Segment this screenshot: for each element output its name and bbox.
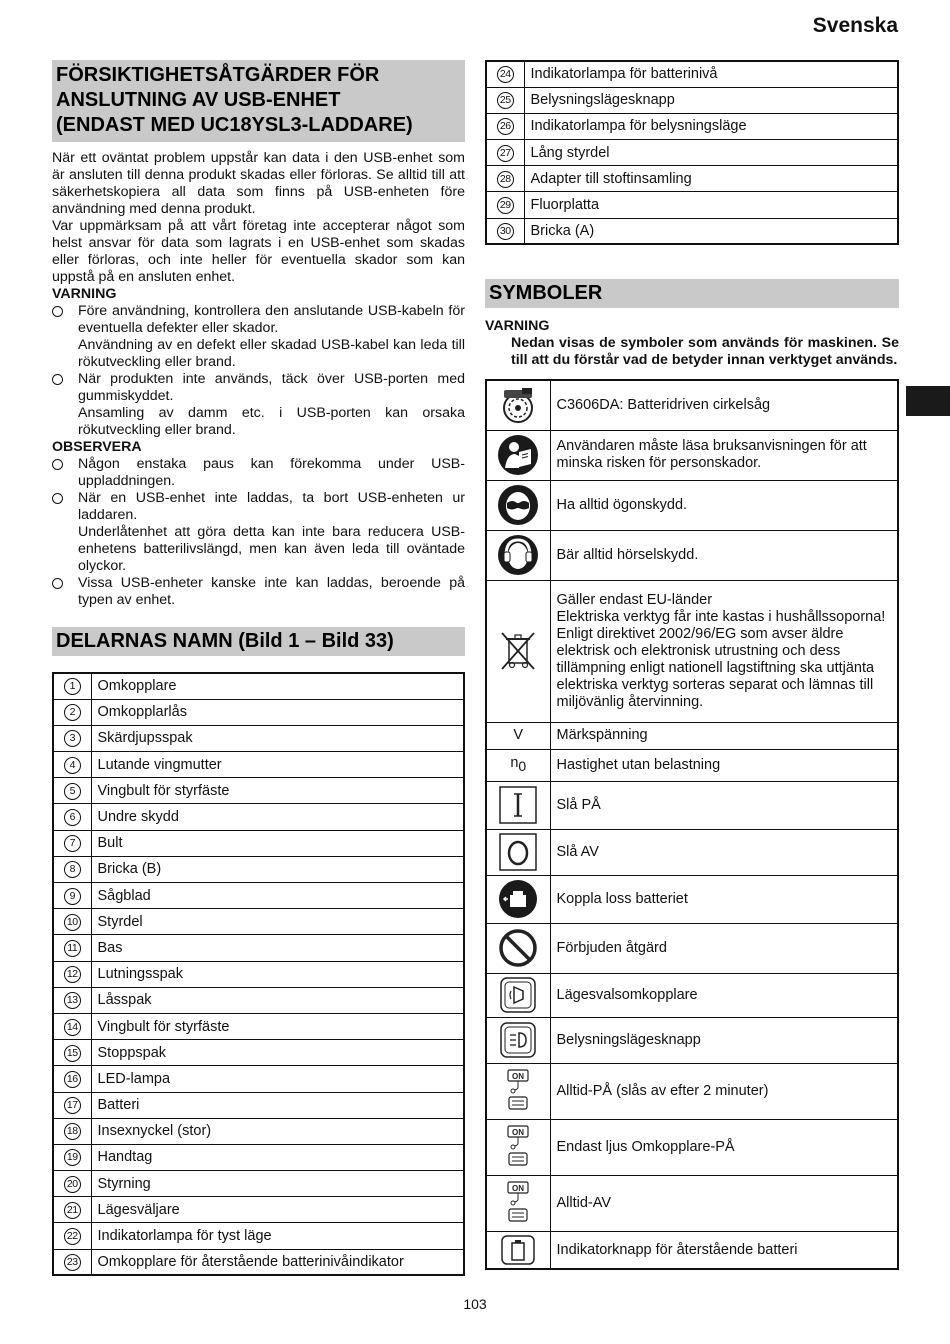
part-number: 24 bbox=[497, 66, 514, 83]
part-name: Bult bbox=[91, 830, 464, 856]
symbol-text: Koppla loss batteriet bbox=[550, 875, 898, 923]
note-item-cont: Underlåtenhet att göra detta kan inte bara reducera USB-enhetens batterilivslängd, men kan även leda till oväntade olyckor. bbox=[78, 524, 465, 574]
parts-row bbox=[53, 752, 464, 778]
parts-row bbox=[53, 1171, 464, 1197]
note-item: När en USB-enhet inte laddas, ta bort USB-enheten ur laddaren. bbox=[52, 490, 465, 524]
part-number: 17 bbox=[64, 1097, 81, 1114]
parts-row bbox=[53, 1249, 464, 1275]
read-manual-icon bbox=[497, 434, 539, 476]
parts-row bbox=[486, 140, 898, 166]
part-name: Indikatorlampa för batterinivå bbox=[524, 61, 898, 87]
part-name: Lägesväljare bbox=[91, 1197, 464, 1223]
symbol-row bbox=[486, 973, 898, 1017]
mode-switch-icon bbox=[500, 977, 536, 1013]
part-name: Styrdel bbox=[91, 909, 464, 935]
symbol-text: Hastighet utan belastning bbox=[550, 749, 898, 781]
part-name: Insexnyckel (stor) bbox=[91, 1118, 464, 1144]
part-name: Undre skydd bbox=[91, 804, 464, 830]
parts-row bbox=[53, 1013, 464, 1039]
usb-intro: När ett oväntat problem uppstår kan data i den USB-enhet som är ansluten till denna produkt skadas eller förloras. Se alltid till att säkerhetskopiera all data som finns på USB-enheten före användning med denna produkt. bbox=[52, 150, 465, 217]
symbol-row bbox=[486, 749, 898, 781]
symbol-row bbox=[486, 1017, 898, 1063]
right-column bbox=[485, 60, 899, 1270]
symbol-row bbox=[486, 1175, 898, 1231]
parts-row bbox=[486, 192, 898, 218]
part-number: 19 bbox=[64, 1149, 81, 1166]
part-number: 16 bbox=[64, 1071, 81, 1088]
light-mode-button-icon bbox=[500, 1022, 536, 1058]
symbols-table bbox=[485, 379, 899, 1270]
prohibited-icon bbox=[498, 928, 538, 968]
bullet-circle-icon bbox=[52, 374, 63, 385]
symbol-row bbox=[486, 480, 898, 530]
page-number: 103 bbox=[463, 1296, 487, 1312]
part-name: Bricka (B) bbox=[91, 856, 464, 882]
symbol-text: Indikatorknapp för återstående batteri bbox=[550, 1231, 898, 1269]
parts-row bbox=[53, 830, 464, 856]
part-name: Lutande vingmutter bbox=[91, 752, 464, 778]
symbol-text: Förbjuden åtgärd bbox=[550, 923, 898, 973]
symbol-text: Gäller endast EU-länder Elektriska verktyg får inte kastas i hushållssoporna! Enligt direktivet 2002/96/EG som avser äldre elektrisk och elektronisk utrustning och dess tillämpning enligt nationell lagstiftning ska uttjänta elektriska verktyg sorteras separat och lämnas till miljövänlig återvinning. bbox=[550, 580, 898, 722]
warning-label: VARNING bbox=[52, 286, 117, 302]
parts-row bbox=[486, 61, 898, 87]
symbol-text: Alltid-AV bbox=[550, 1175, 898, 1231]
symbol-row bbox=[486, 923, 898, 973]
part-name: Handtag bbox=[91, 1144, 464, 1170]
on-label: ON bbox=[512, 1128, 525, 1138]
part-number: 15 bbox=[64, 1045, 81, 1062]
part-number: 4 bbox=[64, 757, 81, 774]
parts-row bbox=[53, 987, 464, 1013]
usb-intro-2: Var uppmärksam på att vårt företag inte accepterar något som helst ansvar för data som lagrats i en USB-enhet som skadas eller förloras, och inte heller för eventuella skador som kan uppstå på en ansluten enhet. bbox=[52, 218, 465, 285]
symbols-warning-text: Nedan visas de symboler som används för maskinen. Se till att du förstår vad de betyder innan verktyget används. bbox=[511, 335, 899, 369]
part-number: 30 bbox=[497, 223, 514, 240]
parts-row bbox=[53, 1040, 464, 1066]
parts-row bbox=[53, 673, 464, 699]
symbols-warning bbox=[485, 318, 899, 369]
part-name: Sågblad bbox=[91, 883, 464, 909]
part-name: Batteri bbox=[91, 1092, 464, 1118]
part-name: Skärdjupsspak bbox=[91, 725, 464, 751]
battery-indicator-icon bbox=[501, 1235, 535, 1265]
part-number: 14 bbox=[64, 1019, 81, 1036]
part-number: 1 bbox=[64, 678, 81, 695]
left-column bbox=[52, 60, 465, 1276]
part-number: 28 bbox=[497, 171, 514, 188]
symbols-warning-label: VARNING bbox=[485, 318, 550, 335]
usb-section-title bbox=[52, 60, 465, 142]
part-name: Adapter till stoftinsamling bbox=[524, 166, 898, 192]
parts-row bbox=[486, 218, 898, 244]
parts-row bbox=[53, 1092, 464, 1118]
usb-title-line: FÖRSIKTIGHETSÅTGÄRDER FÖR bbox=[56, 64, 380, 86]
parts-row bbox=[53, 1197, 464, 1223]
usb-section-body bbox=[52, 150, 465, 609]
symbol-text: Slå PÅ bbox=[550, 781, 898, 829]
symbol-text: Belysningslägesknapp bbox=[550, 1017, 898, 1063]
parts-row bbox=[53, 804, 464, 830]
part-name: Bas bbox=[91, 935, 464, 961]
symbol-text: Lägesvalsomkopplare bbox=[550, 973, 898, 1017]
ear-protection-icon bbox=[497, 534, 539, 576]
part-number: 11 bbox=[64, 940, 81, 957]
symbol-text: Alltid-PÅ (slås av efter 2 minuter) bbox=[550, 1063, 898, 1119]
part-name: Bricka (A) bbox=[524, 218, 898, 244]
part-number: 5 bbox=[64, 783, 81, 800]
switch-on-icon bbox=[499, 786, 537, 824]
parts-row bbox=[53, 856, 464, 882]
symbol-row bbox=[486, 1231, 898, 1269]
warning-item: Före användning, kontrollera den anslutande USB-kabeln för eventuella defekter eller skador. bbox=[52, 303, 465, 337]
switch-off-icon bbox=[499, 833, 537, 871]
part-number: 8 bbox=[64, 861, 81, 878]
on-label: ON bbox=[512, 1184, 525, 1194]
circular-saw-icon bbox=[498, 386, 538, 426]
symbols-section-title: SYMBOLER bbox=[485, 279, 899, 308]
part-number: 13 bbox=[64, 992, 81, 1009]
part-number: 3 bbox=[64, 730, 81, 747]
usb-title-line: ANSLUTNING AV USB-ENHET bbox=[56, 89, 341, 111]
parts-row bbox=[53, 778, 464, 804]
part-name: Belysningslägesknapp bbox=[524, 87, 898, 113]
symbol-row bbox=[486, 829, 898, 875]
part-name: Lutningsspak bbox=[91, 961, 464, 987]
part-name: Styrning bbox=[91, 1171, 464, 1197]
on-label: ON bbox=[512, 1072, 525, 1082]
voltage-symbol: V bbox=[486, 722, 550, 749]
symbol-text: Ha alltid ögonskydd. bbox=[550, 480, 898, 530]
symbol-text: Bär alltid hörselskydd. bbox=[550, 530, 898, 580]
light-only-switch-on-icon bbox=[503, 1125, 533, 1169]
warning-item-cont: Användning av en defekt eller skadad USB-kabel kan leda till rökutveckling eller brand. bbox=[78, 337, 465, 370]
part-name: Låsspak bbox=[91, 987, 464, 1013]
warning-item-cont: Ansamling av damm etc. i USB-porten kan orsaka rökutveckling eller brand. bbox=[78, 405, 465, 438]
part-number: 27 bbox=[497, 145, 514, 162]
parts-row bbox=[53, 1118, 464, 1144]
part-number: 21 bbox=[64, 1202, 81, 1219]
parts-row bbox=[53, 1144, 464, 1170]
symbol-text: Slå AV bbox=[550, 829, 898, 875]
part-name: Vingbult för styrfäste bbox=[91, 1013, 464, 1039]
disconnect-battery-icon bbox=[498, 879, 538, 919]
parts-row bbox=[53, 935, 464, 961]
part-name: Omkopplare bbox=[91, 673, 464, 699]
always-off-icon bbox=[503, 1181, 533, 1225]
part-number: 22 bbox=[64, 1228, 81, 1245]
section-tab-marker bbox=[906, 386, 950, 416]
parts-table bbox=[52, 672, 465, 1276]
part-number: 6 bbox=[64, 809, 81, 826]
symbol-row bbox=[486, 1063, 898, 1119]
note-label: OBSERVERA bbox=[52, 439, 142, 455]
parts-table-continued bbox=[485, 60, 899, 245]
part-number: 26 bbox=[497, 118, 514, 135]
parts-row bbox=[53, 909, 464, 935]
part-number: 25 bbox=[497, 92, 514, 109]
note-item: Vissa USB-enheter kanske inte kan laddas, beroende på typen av enhet. bbox=[52, 575, 465, 609]
part-number: 7 bbox=[64, 835, 81, 852]
bullet-circle-icon bbox=[52, 306, 63, 317]
symbol-row bbox=[486, 1119, 898, 1175]
part-number: 10 bbox=[64, 914, 81, 931]
part-number: 23 bbox=[64, 1254, 81, 1271]
symbol-row bbox=[486, 530, 898, 580]
symbol-row bbox=[486, 875, 898, 923]
parts-row bbox=[53, 725, 464, 751]
parts-row bbox=[486, 87, 898, 113]
no-load-speed-symbol: $n_0$ bbox=[486, 749, 550, 781]
symbol-row bbox=[486, 430, 898, 480]
symbol-text: Användaren måste läsa bruksanvisningen för att minska risken för personskador. bbox=[550, 430, 898, 480]
symbol-row bbox=[486, 722, 898, 749]
bullet-circle-icon bbox=[52, 578, 63, 589]
note-item: Någon enstaka paus kan förekomma under USB-uppladdningen. bbox=[52, 456, 465, 490]
parts-row bbox=[486, 113, 898, 139]
part-name: Fluorplatta bbox=[524, 192, 898, 218]
part-number: 2 bbox=[64, 704, 81, 721]
usb-title-line: (ENDAST MED UC18YSL3-LADDARE) bbox=[56, 114, 413, 136]
parts-row bbox=[53, 699, 464, 725]
language-label: Svenska bbox=[812, 14, 898, 37]
bullet-circle-icon bbox=[52, 493, 63, 504]
part-number: 20 bbox=[64, 1176, 81, 1193]
part-name: Vingbult för styrfäste bbox=[91, 778, 464, 804]
symbol-row bbox=[486, 580, 898, 722]
part-name: Omkopplare för återstående batterinivåindikator bbox=[91, 1249, 464, 1275]
part-number: 29 bbox=[497, 197, 514, 214]
always-on-icon bbox=[503, 1069, 533, 1113]
symbol-text: Endast ljus Omkopplare-PÅ bbox=[550, 1119, 898, 1175]
part-number: 9 bbox=[64, 888, 81, 905]
symbol-text: C3606DA: Batteridriven cirkelsåg bbox=[550, 380, 898, 430]
part-name: Indikatorlampa för tyst läge bbox=[91, 1223, 464, 1249]
symbol-row bbox=[486, 380, 898, 430]
parts-row bbox=[53, 1066, 464, 1092]
symbol-row bbox=[486, 781, 898, 829]
part-name: Omkopplarlås bbox=[91, 699, 464, 725]
parts-row bbox=[486, 166, 898, 192]
parts-row bbox=[53, 1223, 464, 1249]
weee-bin-icon bbox=[498, 629, 538, 673]
eye-protection-icon bbox=[497, 484, 539, 526]
symbol-text: Märkspänning bbox=[550, 722, 898, 749]
bullet-circle-icon bbox=[52, 459, 63, 470]
part-name: Stoppspak bbox=[91, 1040, 464, 1066]
part-name: Lång styrdel bbox=[524, 140, 898, 166]
parts-row bbox=[53, 961, 464, 987]
part-name: Indikatorlampa för belysningsläge bbox=[524, 113, 898, 139]
part-name: LED-lampa bbox=[91, 1066, 464, 1092]
warning-item: När produkten inte används, täck över USB-porten med gummiskyddet. bbox=[52, 371, 465, 405]
part-number: 12 bbox=[64, 966, 81, 983]
part-number: 18 bbox=[64, 1123, 81, 1140]
parts-row bbox=[53, 883, 464, 909]
parts-section-title: DELARNAS NAMN (Bild 1 – Bild 33) bbox=[52, 627, 465, 656]
